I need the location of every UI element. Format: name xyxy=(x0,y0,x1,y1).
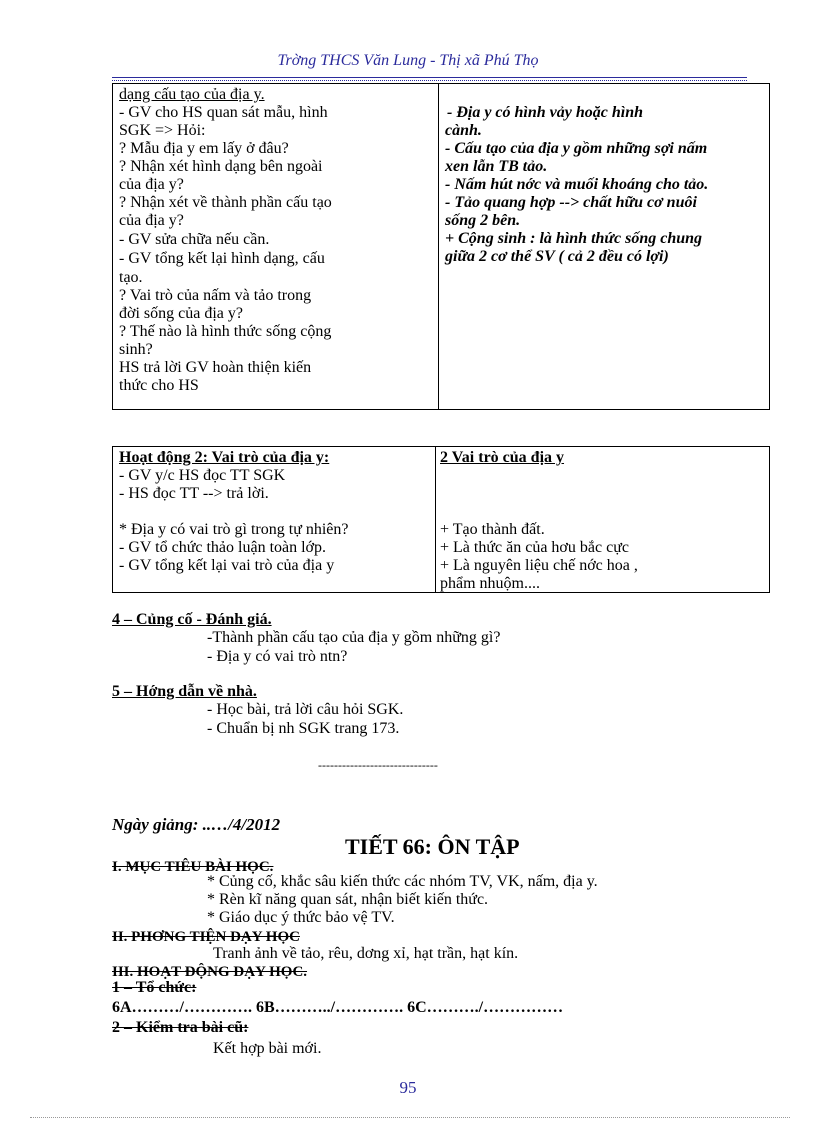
table2-left-line: - HS đọc TT --> trả lời. xyxy=(119,485,269,502)
header-rule xyxy=(112,77,747,78)
table1-right-line: xen lẫn TB tảo. xyxy=(445,158,548,175)
header-rule-dotted xyxy=(112,80,747,81)
activity-table-1 xyxy=(112,83,770,410)
section4-line: - Địa y có vai trò ntn? xyxy=(207,648,348,665)
table1-right-line: giữa 2 cơ thể SV ( cả 2 đều có lợi) xyxy=(445,248,669,265)
table1-left-line: của địa y? xyxy=(119,212,184,229)
table2-right-line: + Là nguyên liệu chế nớc hoa , xyxy=(440,557,638,574)
activity-table-2 xyxy=(112,446,770,593)
separator: ------------------------------ xyxy=(318,758,438,772)
lesson-title: TIẾT 66: ÔN TẬP xyxy=(345,834,520,859)
check-heading: 2 – Kiểm tra bài cũ: xyxy=(112,1019,249,1036)
table1-right-line: sống 2 bên. xyxy=(445,212,521,229)
section5-line: - Chuẩn bị nh SGK trang 173. xyxy=(207,720,400,737)
table1-left-line: ? Thế nào là hình thức sống cộng xyxy=(119,323,332,340)
table2-right-cell xyxy=(436,447,769,592)
table1-left-line: của địa y? xyxy=(119,176,184,193)
page-number: 95 xyxy=(399,1078,417,1097)
table2-left-cell xyxy=(113,447,436,592)
table1-right-line: - Địa y có hình vảy hoặc hình xyxy=(447,104,644,121)
table1-left-line: HS trả lời GV hoàn thiện kiến xyxy=(119,359,312,376)
table1-left-line: sinh? xyxy=(119,341,153,358)
table1-left-line: ? Nhận xét hình dạng bên ngoài xyxy=(119,158,323,175)
table1-left-line: ? Mẫu địa y em lấy ở đâu? xyxy=(119,140,289,157)
section4-heading: 4 – Củng cố - Đánh giá. xyxy=(112,611,272,628)
table1-right-line: - Nấm hút nớc và muối khoáng cho tảo. xyxy=(445,176,709,193)
table2-left-line: * Địa y có vai trò gì trong tự nhiên? xyxy=(119,521,349,538)
means-heading: II. PHƠNG TIỆN DẠY HỌC xyxy=(112,929,300,945)
table1-left-line: đời sống của địa y? xyxy=(119,305,243,322)
table2-left-heading: Hoạt động 2: Vai trò của địa y: xyxy=(119,449,330,466)
table1-right-line: - Tảo quang hợp --> chất hữu cơ nuôi xyxy=(445,194,697,211)
section4-line: -Thành phần cấu tạo của địa y gồm những gì? xyxy=(207,629,501,646)
table1-left-line: - GV cho HS quan sát mẫu, hình xyxy=(119,104,328,121)
table1-left-line: tạo. xyxy=(119,269,143,286)
page-header: Trờng THCS Văn Lung - Thị xã Phú Thọ xyxy=(277,52,539,69)
means-line: Tranh ảnh về tảo, rêu, dơng xỉ, hạt trần, hạt kín. xyxy=(213,945,519,962)
date-line: Ngày giảng: ..…/4/2012 xyxy=(112,815,281,834)
table1-right-line: cành. xyxy=(445,122,482,139)
table1-right-cell xyxy=(439,84,769,409)
objectives-line: * Rèn kĩ năng quan sát, nhận biết kiến thức. xyxy=(207,891,489,908)
table1-left-line: ? Nhận xét về thành phần cấu tạo xyxy=(119,194,332,211)
table2-left-line: - GV tổ chức thảo luận toàn lớp. xyxy=(119,539,327,556)
table1-left-line: SGK => Hỏi: xyxy=(119,122,206,139)
table2-right-heading: 2 Vai trò của địa y xyxy=(440,449,565,466)
section5-line: - Học bài, trả lời câu hỏi SGK. xyxy=(207,701,404,718)
objectives-line: * Giáo dục ý thức bảo vệ TV. xyxy=(207,909,395,926)
table1-left-line: - GV sửa chữa nếu cần. xyxy=(119,231,270,248)
footer-rule xyxy=(30,1117,790,1118)
table2-left-line: - GV y/c HS đọc TT SGK xyxy=(119,467,286,484)
org-heading: 1 – Tổ chức: xyxy=(112,979,197,996)
table2-right-line: + Là thức ăn của hơu bắc cực xyxy=(440,539,629,556)
table1-right-line: - Cấu tạo của địa y gồm những sợi nấm xyxy=(445,140,708,157)
table2-right-line: phẩm nhuộm.... xyxy=(440,575,540,592)
objectives-heading: I. MỤC TIÊU BÀI HỌC. xyxy=(112,859,274,875)
table1-left-line: dạng cấu tạo của địa y. xyxy=(119,86,265,103)
table1-left-line: ? Vai trò của nấm và tảo trong xyxy=(119,287,312,304)
check-line: Kết hợp bài mới. xyxy=(213,1040,322,1057)
table1-left-line: - GV tổng kết lại hình dạng, cấu xyxy=(119,250,325,267)
table1-right-line: + Cộng sinh : là hình thức sống chung xyxy=(445,230,703,247)
table2-left-line: - GV tổng kết lại vai trò của địa y xyxy=(119,557,335,574)
table1-left-line: thức cho HS xyxy=(119,377,199,394)
section5-heading: 5 – Hớng dẫn về nhà. xyxy=(112,683,257,700)
table1-left-cell xyxy=(113,84,439,409)
objectives-line: * Củng cố, khắc sâu kiến thức các nhóm TV, VK, nấm, địa y. xyxy=(207,873,598,890)
class-attendance: 6A………/…………. 6B………../…………. 6C………./…………… xyxy=(112,999,564,1016)
table2-right-line: + Tạo thành đất. xyxy=(440,521,545,538)
activities-heading: III. HOẠT ĐỘNG DẠY HỌC. xyxy=(112,964,308,980)
